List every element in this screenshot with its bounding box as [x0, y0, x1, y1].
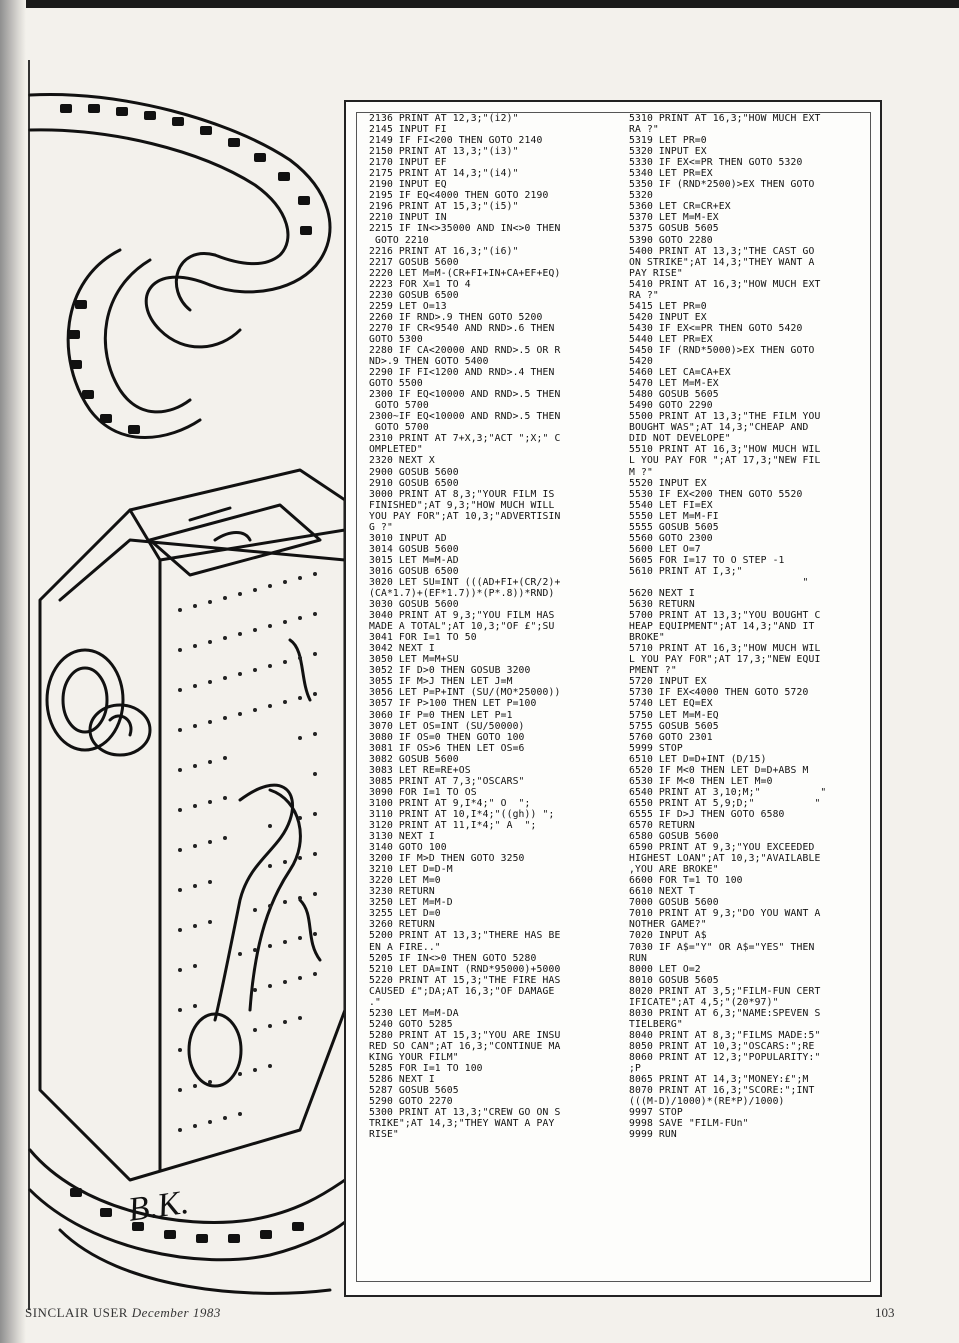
code-line: 8060 PRINT AT 12,3;"POPULARITY:" [629, 1051, 821, 1063]
code-line: 7020 INPUT A$ [629, 930, 707, 942]
code-line: BOUGHT WAS";AT 14,3;"CHEAP AND [629, 422, 809, 434]
code-line: RA ?" [629, 124, 659, 136]
code-line: ND>.9 THEN GOTO 5400 [369, 356, 489, 368]
code-line: 9999 RUN [629, 1129, 677, 1141]
code-line: 5360 LET CR=CR+EX [629, 201, 731, 213]
code-line: 3020 LET SU=INT (((AD+FI+(CR/2)+ [369, 576, 561, 588]
magazine-issue: December 1983 [131, 1305, 221, 1320]
code-line: 2150 PRINT AT 13,3;"(i3)" [369, 146, 519, 158]
code-line: 5205 IF IN<>0 THEN GOTO 5280 [369, 952, 537, 964]
code-line: 3110 PRINT AT 10,I*4;"((gh)) "; [369, 808, 555, 820]
code-line: G ?" [369, 521, 393, 533]
code-line: 3041 FOR I=1 TO 50 [369, 632, 477, 644]
code-line: OMPLETED" [369, 444, 423, 456]
listing-left-column [369, 113, 594, 1140]
code-line: 5720 INPUT EX [629, 676, 707, 688]
code-line: 2320 NEXT X [369, 455, 435, 467]
film-camera-illustration [0, 0, 345, 1310]
code-line: 2900 GOSUB 5600 [369, 466, 459, 478]
code-line: 7000 GOSUB 5600 [629, 897, 719, 909]
code-line: M ?" [629, 466, 653, 478]
code-line: 5280 PRINT AT 15,3;"YOU ARE INSU [369, 1029, 561, 1041]
code-line: NOTHER GAME?" [629, 919, 707, 931]
code-line: 5460 LET CA=CA+EX [629, 367, 731, 379]
code-line: 8020 PRINT AT 3,5;"FILM-FUN CERT [629, 985, 821, 997]
code-line: BROKE" [629, 632, 665, 644]
code-line: 3210 LET D=D-M [369, 864, 453, 876]
code-line: 5470 LET M=M-EX [629, 378, 719, 390]
code-line: 2216 PRINT AT 16,3;"(i6)" [369, 245, 519, 257]
code-line: RISE" [369, 1129, 399, 1141]
code-line: 5420 [629, 356, 653, 368]
code-line: 6570 RETURN [629, 820, 695, 831]
code-line: L YOU PAY FOR";AT 17,3;"NEW EQUI [629, 654, 821, 666]
code-line: 3050 LET M=M+SU [369, 654, 459, 666]
code-line: 3010 INPUT AD [369, 532, 447, 544]
code-line: 3140 GOTO 100 [369, 842, 447, 854]
code-line: 5605 FOR I=17 TO O STEP -1 [629, 554, 785, 566]
code-line: HIGHEST LOAN";AT 10,3;"AVAILABLE [629, 853, 821, 865]
code-line: 3130 NEXT I [369, 831, 435, 843]
code-line: 3042 NEXT I [369, 643, 435, 655]
code-line: 5500 PRINT AT 13,3;"THE FILM YOU [629, 411, 821, 423]
code-line: 3200 IF M>D THEN GOTO 3250 [369, 853, 525, 865]
code-line: 2223 FOR X=1 TO 4 [369, 278, 471, 290]
code-line: 5490 GOTO 2290 [629, 400, 713, 412]
code-line: 5700 PRINT AT 13,3;"YOU BOUGHT C [629, 610, 821, 622]
code-line: " [629, 576, 809, 588]
page-footer-magazine [25, 1305, 221, 1321]
code-line: 5375 GOSUB 5605 [629, 223, 719, 235]
code-line: 3081 IF OS>6 THEN LET OS=6 [369, 742, 525, 754]
code-line: 3230 RETURN [369, 886, 435, 898]
code-line: 5370 LET M=M-EX [629, 212, 719, 224]
code-line: 5230 LET M=M-DA [369, 1007, 459, 1019]
page-number: 103 [875, 1305, 895, 1320]
code-line: 5330 IF EX<=PR THEN GOTO 5320 [629, 157, 803, 169]
code-line: RUN [629, 952, 647, 964]
code-line: 5550 LET M=M-FI [629, 510, 719, 522]
code-line: 9998 SAVE "FILM-FUn" [629, 1118, 749, 1130]
code-line: GOTO 5700 [369, 400, 429, 412]
code-line: 2149 IF FI<200 THEN GOTO 2140 [369, 135, 543, 147]
code-line: 3250 LET M=M-D [369, 897, 453, 909]
code-line: 7010 PRINT AT 9,3;"DO YOU WANT A [629, 908, 821, 920]
code-line: 2215 IF IN<>35000 AND IN<>0 THEN [369, 223, 561, 235]
code-line: 5286 NEXT I [369, 1074, 435, 1086]
code-line: 7030 IF A$="Y" OR A$="YES" THEN [629, 941, 815, 953]
code-line: 3100 PRINT AT 9,I*4;" O "; [369, 797, 531, 809]
code-line: 5300 PRINT AT 13,3;"CREW GO ON S [369, 1107, 561, 1119]
code-line: 5240 GOTO 5285 [369, 1018, 453, 1030]
code-line: 3016 GOSUB 6500 [369, 565, 459, 577]
code-line: 6610 NEXT T [629, 886, 695, 898]
code-line: 6510 LET D=D+INT (D/15) [629, 753, 767, 765]
code-line: 2136 PRINT AT 12,3;"(i2)" [369, 113, 519, 124]
code-line: YOU PAY FOR";AT 10,3;"ADVERTISIN [369, 510, 561, 522]
code-line: 5555 GOSUB 5605 [629, 521, 719, 533]
code-line: 2210 INPUT IN [369, 212, 447, 224]
code-line: 5220 PRINT AT 15,3;"THE FIRE HAS [369, 974, 561, 986]
code-line: 6540 PRINT AT 3,10;M;" " [629, 786, 827, 798]
code-line: 5410 PRINT AT 16,3;"HOW MUCH EXT [629, 278, 821, 290]
code-line: 2290 IF FI<1200 AND RND>.4 THEN [369, 367, 555, 379]
code-line: 5430 IF EX<=PR THEN GOTO 5420 [629, 322, 803, 334]
code-line: 5210 LET DA=INT (RND*95000)+5000 [369, 963, 561, 975]
code-line: 5740 LET EQ=EX [629, 698, 713, 710]
code-line: 5400 PRINT AT 13,3;"THE CAST GO [629, 245, 815, 257]
code-line: 5415 LET PR=0 [629, 300, 707, 312]
code-line: 2280 IF CA<20000 AND RND>.5 OR R [369, 344, 561, 356]
code-line: (((M-D)/1000)*(RE*P)/1000) [629, 1096, 785, 1108]
code-line: GOTO 5300 [369, 333, 423, 345]
artist-signature: B.K. [125, 1183, 192, 1229]
code-line: 3120 PRINT AT 11,I*4;" A "; [369, 820, 537, 831]
code-line: 3056 LET P=P+INT (SU/(MO*25000)) [369, 687, 561, 699]
code-line: 8070 PRINT AT 16,3;"SCORE:";INT [629, 1085, 815, 1097]
code-line: 2300~IF EQ<10000 AND RND>.5 THEN [369, 411, 561, 423]
code-line: 5310 PRINT AT 16,3;"HOW MUCH EXT [629, 113, 821, 124]
code-line: 2220 LET M=M-(CR+FI+IN+CA+EF+EQ) [369, 267, 561, 279]
code-line: 5760 GOTO 2301 [629, 731, 713, 743]
code-line: TIELBERG" [629, 1018, 683, 1030]
code-line: 2175 PRINT AT 14,3;"(i4)" [369, 168, 519, 180]
magazine-name: SINCLAIR USER [25, 1305, 128, 1320]
code-line: 2190 INPUT EQ [369, 179, 447, 191]
code-line: ." [369, 996, 381, 1008]
code-line: ;P [629, 1063, 641, 1075]
code-line: 5610 PRINT AT I,3;" [629, 565, 743, 577]
code-line: 3082 GOSUB 5600 [369, 753, 459, 765]
code-line: 5287 GOSUB 5605 [369, 1085, 459, 1097]
code-line: 3057 IF P>100 THEN LET P=100 [369, 698, 537, 710]
code-line: 8000 LET O=2 [629, 963, 701, 975]
code-line: 3014 GOSUB 5600 [369, 543, 459, 555]
code-line: PMENT ?" [629, 665, 677, 677]
code-line: 2196 PRINT AT 15,3;"(i5)" [369, 201, 519, 213]
code-line: PAY RISE" [629, 267, 683, 279]
code-line: 5750 LET M=M-EQ [629, 709, 719, 721]
code-line: 5999 STOP [629, 742, 683, 754]
code-line: (CA*1.7)+(EF*1.7))*(P*.8))*RND) [369, 588, 555, 600]
code-line: 6580 GOSUB 5600 [629, 831, 719, 843]
code-line: 6555 IF D>J THEN GOTO 6580 [629, 808, 785, 820]
code-line: 8010 GOSUB 5605 [629, 974, 719, 986]
code-line: GOTO 5500 [369, 378, 423, 390]
code-line: 5200 PRINT AT 13,3;"THERE HAS BE [369, 930, 561, 942]
code-line: 2300 IF EQ<10000 AND RND>.5 THEN [369, 389, 561, 401]
code-line: 8065 PRINT AT 14,3;"MONEY:£";M [629, 1074, 809, 1086]
code-line: 5510 PRINT AT 16,3;"HOW MUCH WIL [629, 444, 821, 456]
code-line: 2259 LET O=13 [369, 300, 447, 312]
code-line: RED SO CAN";AT 16,3;"CONTINUE MA [369, 1040, 561, 1052]
code-line: 3015 LET M=M-AD [369, 554, 459, 566]
code-line: 3085 PRINT AT 7,3;"OSCARS" [369, 775, 525, 787]
code-line: 6530 IF M<0 THEN LET M=0 [629, 775, 773, 787]
code-line: 3052 IF D>0 THEN GOSUB 3200 [369, 665, 531, 677]
code-line: 5340 LET PR=EX [629, 168, 713, 180]
code-line: 6590 PRINT AT 9,3;"YOU EXCEEDED [629, 842, 815, 854]
code-line: 5710 PRINT AT 16,3;"HOW MUCH WIL [629, 643, 821, 655]
code-line: 9997 STOP [629, 1107, 683, 1119]
code-line: 2145 INPUT FI [369, 124, 447, 136]
code-line: 2195 IF EQ<4000 THEN GOTO 2190 [369, 190, 549, 202]
code-line: 3090 FOR I=1 TO OS [369, 786, 477, 798]
code-line: 2260 IF RND>.9 THEN GOTO 5200 [369, 311, 543, 323]
code-line: TRIKE";AT 14,3;"THEY WANT A PAY [369, 1118, 555, 1130]
code-line: 5480 GOSUB 5605 [629, 389, 719, 401]
code-line: 2230 GOSUB 6500 [369, 289, 459, 301]
code-line: 3040 PRINT AT 9,3;"YOU FILM HAS [369, 610, 555, 622]
code-line: GOTO 5700 [369, 422, 429, 434]
code-line: 8050 PRINT AT 10,3;"OSCARS:";RE [629, 1040, 815, 1052]
code-line: DID NOT DEVELOPE" [629, 433, 731, 445]
code-line: HEAP EQUIPMENT";AT 14,3;"AND IT [629, 621, 815, 633]
code-line: GOTO 2210 [369, 234, 429, 246]
code-line: 2217 GOSUB 5600 [369, 256, 459, 268]
code-line: 5420 INPUT EX [629, 311, 707, 323]
code-line: 5520 INPUT EX [629, 477, 707, 489]
code-line: 6520 IF M<0 THEN LET D=D+ABS M [629, 764, 809, 776]
code-line: ,YOU ARE BROKE" [629, 864, 719, 876]
code-line: ON STRIKE";AT 14,3;"THEY WANT A [629, 256, 815, 268]
code-line: 5320 INPUT EX [629, 146, 707, 158]
code-line: 5755 GOSUB 5605 [629, 720, 719, 732]
code-line: 3080 IF OS=0 THEN GOTO 100 [369, 731, 525, 743]
code-line: 5319 LET PR=0 [629, 135, 707, 147]
code-line: 8040 PRINT AT 8,3;"FILMS MADE:5" [629, 1029, 821, 1041]
code-line: 3055 IF M>J THEN LET J=M [369, 676, 513, 688]
code-line: FINISHED";AT 9,3;"HOW MUCH WILL [369, 499, 555, 511]
listing-right-column [629, 113, 854, 1140]
code-line: 2910 GOSUB 6500 [369, 477, 459, 489]
code-line: 5390 GOTO 2280 [629, 234, 713, 246]
code-line: 3083 LET RE=RE+OS [369, 764, 471, 776]
code-line: 2310 PRINT AT 7+X,3;"ACT ";X;" C [369, 433, 561, 445]
code-line: 5320 [629, 190, 653, 202]
code-line: 8030 PRINT AT 6,3;"NAME:SPEVEN S [629, 1007, 821, 1019]
code-line: 5450 IF (RND*5000)>EX THEN GOTO [629, 344, 815, 356]
code-line: 5530 IF EX<200 THEN GOTO 5520 [629, 488, 803, 500]
code-line: 3060 IF P=0 THEN LET P=1 [369, 709, 513, 721]
code-line: 5540 LET FI=EX [629, 499, 713, 511]
code-line: 5730 IF EX<4000 THEN GOTO 5720 [629, 687, 809, 699]
code-line: 6550 PRINT AT 5,9;D;" " [629, 797, 821, 809]
code-line: 3255 LET D=0 [369, 908, 441, 920]
code-line: MADE A TOTAL";AT 10,3;"OF £";SU [369, 621, 555, 633]
code-line: KING YOUR FILM" [369, 1051, 459, 1063]
code-line: 2270 IF CR<9540 AND RND>.6 THEN [369, 322, 555, 334]
code-line: 5600 LET O=7 [629, 543, 701, 555]
code-line: 5620 NEXT I [629, 588, 695, 600]
code-line: 3260 RETURN [369, 919, 435, 931]
code-line: 3030 GOSUB 5600 [369, 599, 459, 611]
code-line: 5350 IF (RND*2500)>EX THEN GOTO [629, 179, 815, 191]
code-line: 6600 FOR T=1 TO 100 [629, 875, 743, 887]
code-line: 3070 LET OS=INT (SU/50000) [369, 720, 525, 732]
code-line: IFICATE";AT 4,5;"(20*97)" [629, 996, 779, 1008]
code-line: 3000 PRINT AT 8,3;"YOUR FILM IS [369, 488, 555, 500]
code-line: EN A FIRE.." [369, 941, 441, 953]
code-line: 3220 LET M=0 [369, 875, 441, 887]
code-line: RA ?" [629, 289, 659, 301]
code-line: 5285 FOR I=1 TO 100 [369, 1063, 483, 1075]
code-line: CAUSED £";DA;AT 16,3;"OF DAMAGE [369, 985, 555, 997]
code-line: 5440 LET PR=EX [629, 333, 713, 345]
code-line: 5560 GOTO 2300 [629, 532, 713, 544]
code-line: 5630 RETURN [629, 599, 695, 611]
code-line: L YOU PAY FOR ";AT 17,3;"NEW FIL [629, 455, 821, 467]
code-line: 2170 INPUT EF [369, 157, 447, 169]
code-line: 5290 GOTO 2270 [369, 1096, 453, 1108]
